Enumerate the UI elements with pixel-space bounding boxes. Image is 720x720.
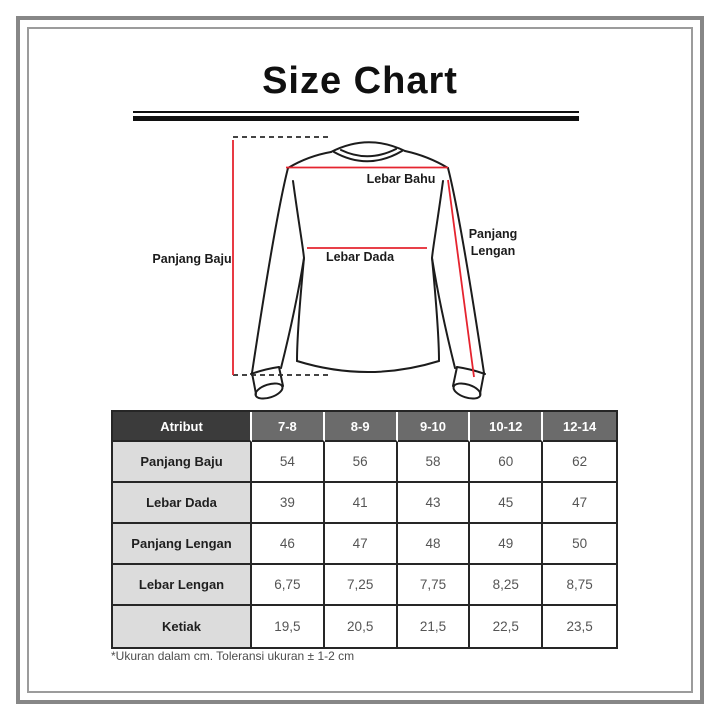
label-panjang-lengan-line1: Panjang (468, 227, 518, 241)
shirt-left-sleeve-inner (281, 181, 304, 368)
shirt-collar-rib-outer (334, 151, 402, 161)
shirt-hem (297, 361, 439, 372)
cell-value: 7,75 (398, 565, 471, 606)
shirt-left-cuff-opening (254, 380, 285, 401)
cell-value: 49 (470, 524, 543, 565)
cell-value: 7,25 (325, 565, 398, 606)
cell-value: 23,5 (543, 606, 616, 647)
shirt-right-sleeve-inner (432, 181, 455, 368)
page-title: Size Chart (262, 60, 458, 102)
header-size-8-9: 8-9 (325, 412, 398, 442)
header-atribut: Atribut (113, 412, 252, 442)
cell-value: 58 (398, 442, 471, 483)
shirt-right-cuff-sides (453, 367, 484, 394)
row-label: Lebar Lengan (113, 565, 252, 606)
shirt-right-cuff-opening (452, 380, 483, 401)
cell-value: 56 (325, 442, 398, 483)
shirt-right-cuff-seam (457, 367, 485, 374)
table-row-lebar-lengan (113, 565, 616, 606)
label-lebar-bahu: Lebar Bahu (366, 172, 436, 186)
table-row-panjang-lengan (113, 524, 616, 565)
shirt-left-cuff-seam (251, 367, 279, 374)
cell-value: 48 (398, 524, 471, 565)
shirt-collar-outer (331, 142, 405, 152)
cell-value: 47 (543, 483, 616, 524)
row-label: Panjang Baju (113, 442, 252, 483)
header-size-12-14: 12-14 (543, 412, 616, 442)
cell-value: 43 (398, 483, 471, 524)
shirt-collar-rib-inner (341, 149, 396, 156)
cell-value: 41 (325, 483, 398, 524)
cell-value: 8,25 (470, 565, 543, 606)
shirt-left-cuff-sides (252, 367, 283, 394)
shirt-body-left-side (297, 258, 304, 361)
label-panjang-baju: Panjang Baju (152, 252, 232, 266)
header-size-7-8: 7-8 (252, 412, 325, 442)
shirt-left-shoulder (288, 152, 331, 168)
title-divider-thick (133, 116, 579, 121)
row-label: Ketiak (113, 606, 252, 647)
shirt-body-right-side (432, 258, 439, 361)
cell-value: 45 (470, 483, 543, 524)
table-row-panjang-baju (113, 442, 616, 483)
label-panjang-lengan (447, 226, 539, 260)
cell-value: 8,75 (543, 565, 616, 606)
title-divider-thin (133, 111, 579, 113)
cell-value: 50 (543, 524, 616, 565)
shirt-left-sleeve-outer (252, 168, 288, 373)
size-table (111, 410, 618, 649)
cell-value: 60 (470, 442, 543, 483)
header-size-9-10: 9-10 (398, 412, 471, 442)
row-label: Lebar Dada (113, 483, 252, 524)
cell-value: 21,5 (398, 606, 471, 647)
cell-value: 22,5 (470, 606, 543, 647)
cell-value: 19,5 (252, 606, 325, 647)
row-label: Panjang Lengan (113, 524, 252, 565)
cell-value: 47 (325, 524, 398, 565)
cell-value: 62 (543, 442, 616, 483)
cell-value: 6,75 (252, 565, 325, 606)
label-panjang-lengan-line2: Lengan (470, 243, 516, 258)
cell-value: 20,5 (325, 606, 398, 647)
table-row-ketiak (113, 606, 616, 647)
footnote: *Ukuran dalam cm. Toleransi ukuran ± 1-2 cm (111, 649, 355, 663)
header-size-10-12: 10-12 (470, 412, 543, 442)
measure-line-panjang-lengan (448, 180, 474, 377)
cell-value: 54 (252, 442, 325, 483)
label-lebar-dada: Lebar Dada (325, 250, 395, 264)
cell-value: 46 (252, 524, 325, 565)
cell-value: 39 (252, 483, 325, 524)
table-header-row (113, 412, 616, 442)
shirt-right-sleeve-outer (448, 168, 484, 373)
table-row-lebar-dada (113, 483, 616, 524)
shirt-right-shoulder (405, 151, 448, 168)
